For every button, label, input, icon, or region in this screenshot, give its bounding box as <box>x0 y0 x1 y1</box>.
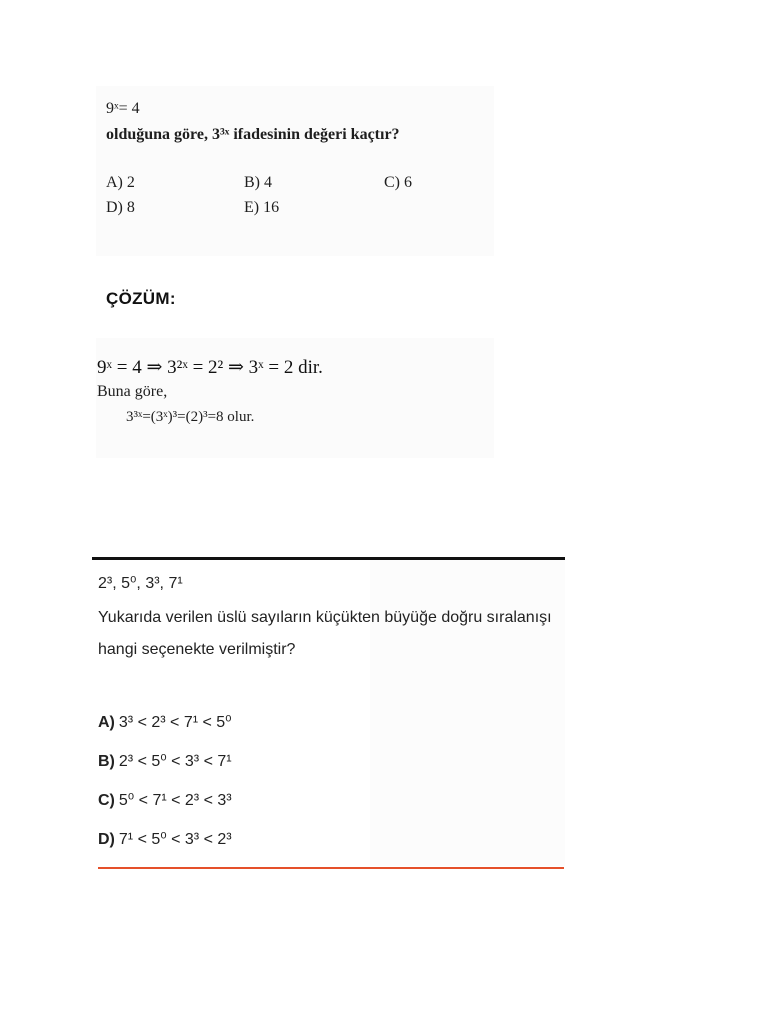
option-label: C) <box>384 174 400 191</box>
problem1-given: 9ˣ= 4 <box>106 100 140 117</box>
option-value: 6 <box>404 174 412 191</box>
option-label: A) <box>106 174 123 191</box>
problem2-top-divider <box>92 557 565 560</box>
solution-line-3: 3³ˣ=(3ˣ)³=(2)³=8 olur. <box>126 409 255 425</box>
option-value: 16 <box>263 199 280 216</box>
solution-title: ÇÖZÜM: <box>106 289 176 308</box>
problem1-question-pre: olduğuna göre, <box>106 126 212 143</box>
problem1-question-post: ifadesinin değeri kaçtır? <box>229 126 400 143</box>
problem1-question-expr: 3³ˣ <box>211 126 230 143</box>
option-label: E) <box>244 199 260 216</box>
problem1-option-b <box>244 174 272 192</box>
problem1-question <box>106 126 400 144</box>
problem1-option-c <box>384 174 412 192</box>
problem1-option-a <box>106 174 135 192</box>
problem1-option-d <box>106 199 135 217</box>
option-label: C) <box>98 792 115 809</box>
problem1-image-area <box>96 86 494 256</box>
option-label: D) <box>98 831 115 848</box>
option-value: 7¹ < 5⁰ < 3³ < 2³ <box>118 831 232 848</box>
option-value: 5⁰ < 7¹ < 2³ < 3³ <box>118 792 232 809</box>
option-value: 2 <box>126 174 135 191</box>
problem2-background <box>370 560 565 866</box>
solution-line-2: Buna göre, <box>97 383 168 400</box>
option-label: B) <box>244 174 260 191</box>
option-value: 8 <box>126 199 135 216</box>
problem2-bottom-divider <box>98 867 564 869</box>
problem1-option-e <box>244 199 279 217</box>
problem2-question-line-2: hangi seçenekte verilmiştir? <box>98 641 296 658</box>
option-value: 2³ < 5⁰ < 3³ < 7¹ <box>118 753 232 770</box>
option-label: A) <box>98 714 115 731</box>
option-label: D) <box>106 199 123 216</box>
problem2-option-d <box>98 829 232 849</box>
option-value: 4 <box>264 174 272 191</box>
solution-line-1: 9ˣ = 4 ⇒ 3²ˣ = 2² ⇒ 3ˣ = 2 dir. <box>97 357 323 378</box>
problem2-question-line-1: Yukarıda verilen üslü sayıların küçükten büyüğe doğru sıralanışı <box>98 609 552 626</box>
problem2-option-a <box>98 712 232 732</box>
option-value: 3³ < 2³ < 7¹ < 5⁰ <box>118 714 232 731</box>
problem2-option-b <box>98 751 232 771</box>
option-label: B) <box>98 753 115 770</box>
problem2-option-c <box>98 790 232 810</box>
problem2-numbers: 2³, 5⁰, 3³, 7¹ <box>98 575 183 592</box>
